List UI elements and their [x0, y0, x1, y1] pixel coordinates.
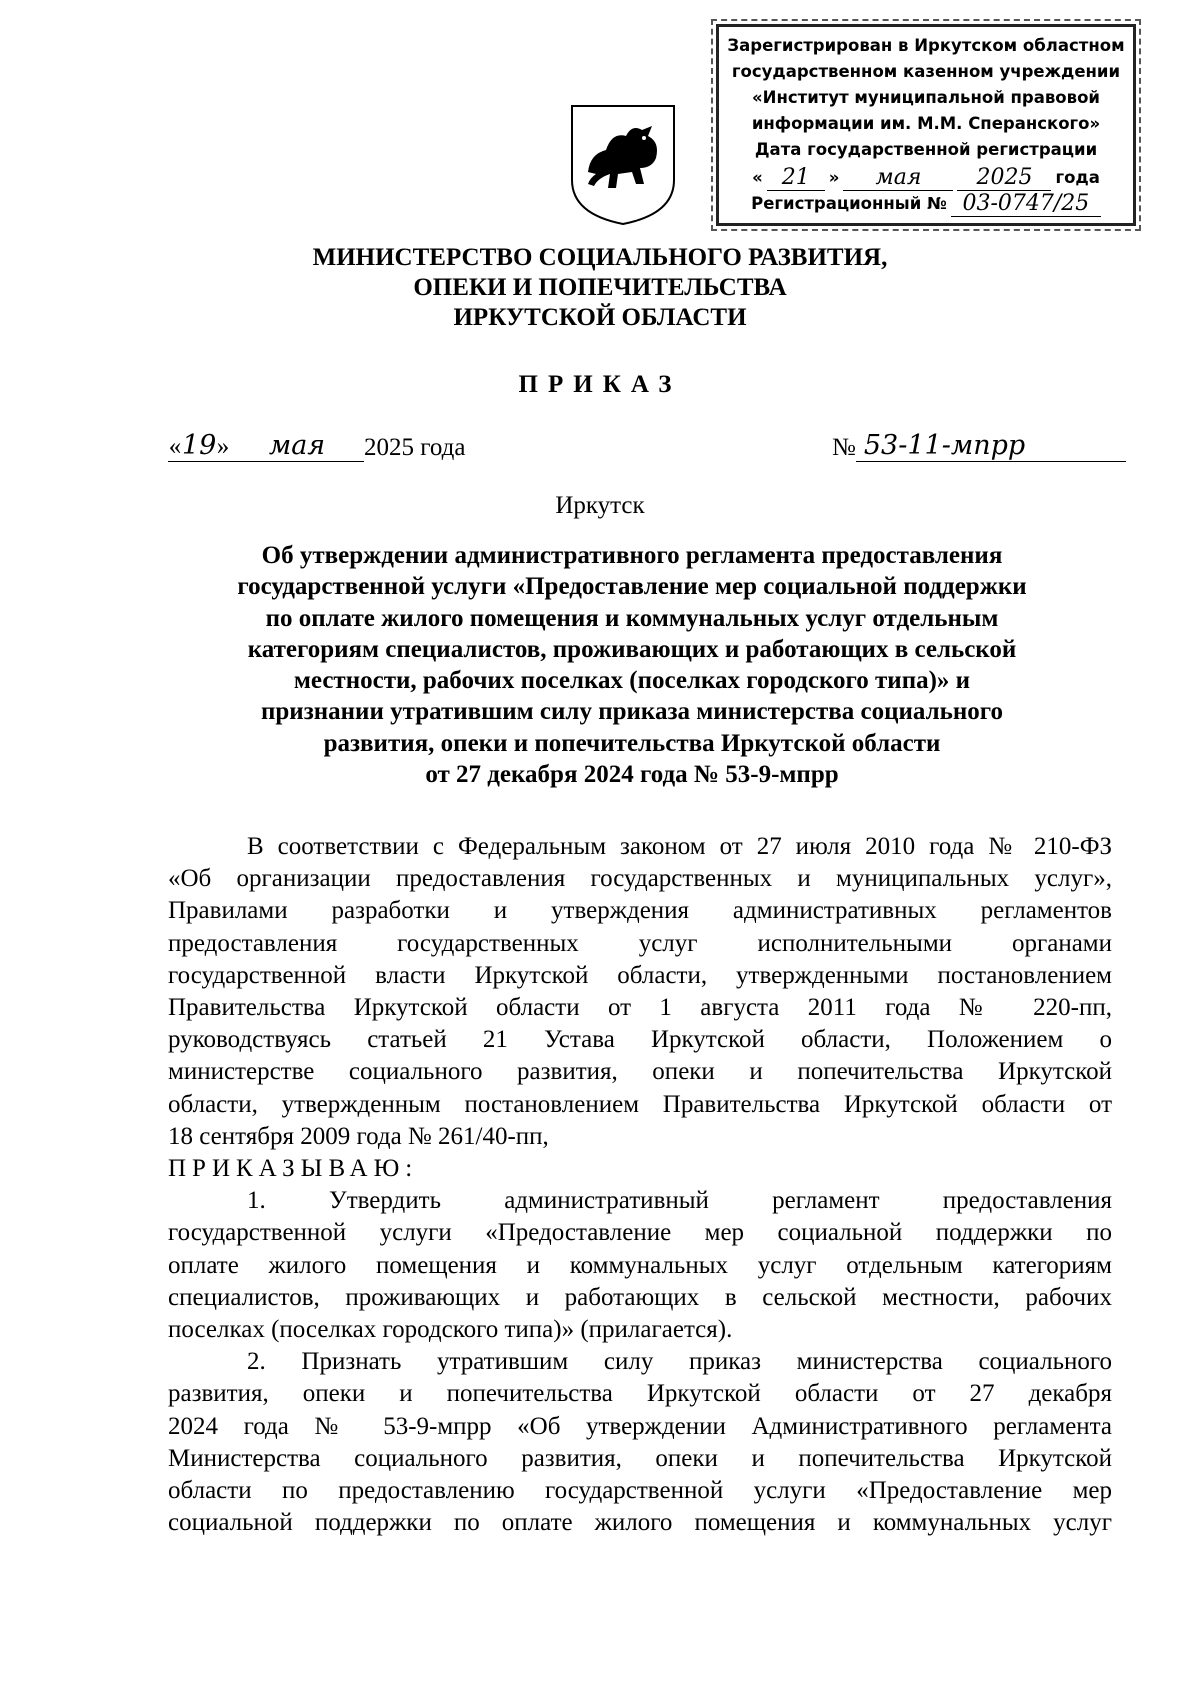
stamp-reg-label: Регистрационный №	[751, 194, 947, 213]
stamp-line: Дата государственной регистрации	[754, 140, 1098, 159]
order-date	[168, 430, 465, 462]
item2-line: области по предоставлению государственной услуги «Предоставление мер	[168, 1477, 1112, 1505]
title-line: категориям специалистов, проживающих и работающих в сельской	[247, 635, 1017, 663]
title-line: государственной услуги «Предоставление мер социальной поддержки	[237, 573, 1027, 601]
coat-of-arms-emblem	[568, 102, 678, 228]
item1-line: государственной услуги «Предоставление мер социальной поддержки по	[168, 1219, 1112, 1247]
title-line: признании утратившим силу приказа министерства социального	[260, 698, 1003, 726]
item2-line: социальной поддержки по оплате жилого помещения и коммунальных услуг	[168, 1509, 1112, 1537]
stamp-date-month: мая	[843, 166, 953, 191]
order-directive: ПРИКАЗЫВАЮ:	[168, 1155, 419, 1183]
city-name: Иркутск	[555, 492, 645, 519]
preamble-line: Правилами разработки и утверждения административных регламентов	[168, 897, 1112, 925]
ministry-line: МИНИСТЕРСТВО СОЦИАЛЬНОГО РАЗВИТИЯ,	[312, 244, 888, 271]
stamp-line: информации им. М.М. Сперанского»	[751, 114, 1101, 133]
order-title: ПРИКАЗ	[518, 371, 682, 398]
preamble-line: области, утвержденным постановлением Правительства Иркутской области от	[168, 1090, 1112, 1118]
stamp-line: Зарегистрирован в Иркутском областном	[727, 36, 1125, 55]
order-number-value: 53-11-мпрр	[856, 430, 1126, 462]
order-date-open-quote: «	[168, 433, 182, 460]
order-number-label: №	[832, 434, 856, 461]
item2-line: 2024 года № 53-9-мпрр «Об утверждении Административного регламента	[168, 1412, 1112, 1440]
ministry-line: ИРКУТСКОЙ ОБЛАСТИ	[453, 304, 747, 331]
stamp-date-open-quote: «	[752, 168, 763, 187]
stamp-date-year: 2025	[957, 166, 1051, 191]
preamble-line: руководствуясь статьей 21 Устава Иркутской области, Положением о	[168, 1026, 1112, 1054]
preamble-line: В соответствии с Федеральным законом от 27 июля 2010 года № 210-ФЗ	[247, 833, 1112, 860]
title-line: по оплате жилого помещения и коммунальных услуг отдельным	[265, 604, 999, 632]
order-item-2	[168, 1346, 1112, 1539]
stamp-date-close-quote: »	[828, 168, 840, 187]
title-line: местности, рабочих поселках (поселках городского типа)» и	[293, 667, 971, 695]
item1-line: 1. Утвердить административный регламент предоставления	[247, 1187, 1112, 1215]
preamble-line: Правительства Иркутской области от 1 августа 2011 года № 220-пп,	[168, 994, 1112, 1022]
stamp-registration-number	[719, 191, 1133, 217]
order-date-month: мая	[230, 430, 364, 462]
title-line: Об утверждении административного регламента предоставления	[261, 542, 1003, 569]
order-item-1	[168, 1185, 1112, 1346]
stamp-date-day: 21	[767, 166, 825, 191]
document-title	[168, 540, 1096, 790]
stamp-line: государственном казенном учреждении	[731, 62, 1121, 81]
title-line: развития, опеки и попечительства Иркутской области	[323, 729, 941, 757]
preamble-line: 18 сентября 2009 года № 261/40-пп,	[168, 1122, 549, 1150]
stamp-registration-date	[719, 165, 1133, 191]
preamble-line: предоставления государственных услуг исполнительными органами	[168, 929, 1112, 957]
order-date-close-quote: »	[216, 433, 230, 460]
order-date-year: 2025 года	[364, 434, 466, 461]
preamble-line: министерстве социального развития, опеки и попечительства Иркутской	[168, 1058, 1112, 1086]
item1-line: поселках (поселках городского типа)» (прилагается).	[168, 1316, 733, 1344]
item2-line: Министерства социального развития, опеки и попечительства Иркутской	[168, 1444, 1112, 1472]
item2-line: развития, опеки и попечительства Иркутской области от 27 декабря	[168, 1380, 1112, 1408]
preamble-line: «Об организации предоставления государственных и муниципальных услуг»,	[168, 865, 1112, 893]
item1-line: оплате жилого помещения и коммунальных услуг отдельным категориям	[168, 1251, 1112, 1279]
stamp-reg-number: 03-0747/25	[951, 192, 1101, 217]
stamp-line: «Институт муниципальной правовой	[752, 88, 1100, 107]
item2-line: 2. Признать утратившим силу приказ министерства социального	[247, 1348, 1112, 1376]
preamble-line: государственной власти Иркутской области, утвержденными постановлением	[168, 961, 1112, 989]
item1-line: специалистов, проживающих и работающих в сельской местности, рабочих	[168, 1283, 1112, 1311]
ministry-header	[150, 243, 1050, 333]
order-date-day: 19	[182, 430, 217, 461]
stamp-date-suffix: года	[1055, 168, 1100, 187]
registration-stamp	[716, 24, 1136, 226]
preamble-paragraph	[168, 831, 1112, 1153]
title-line: от 27 декабря 2024 года № 53-9-мпрр	[425, 761, 839, 789]
ministry-line: ОПЕКИ И ПОПЕЧИТЕЛЬСТВА	[413, 274, 787, 301]
document-body	[168, 831, 1112, 1539]
order-number	[832, 430, 1126, 462]
